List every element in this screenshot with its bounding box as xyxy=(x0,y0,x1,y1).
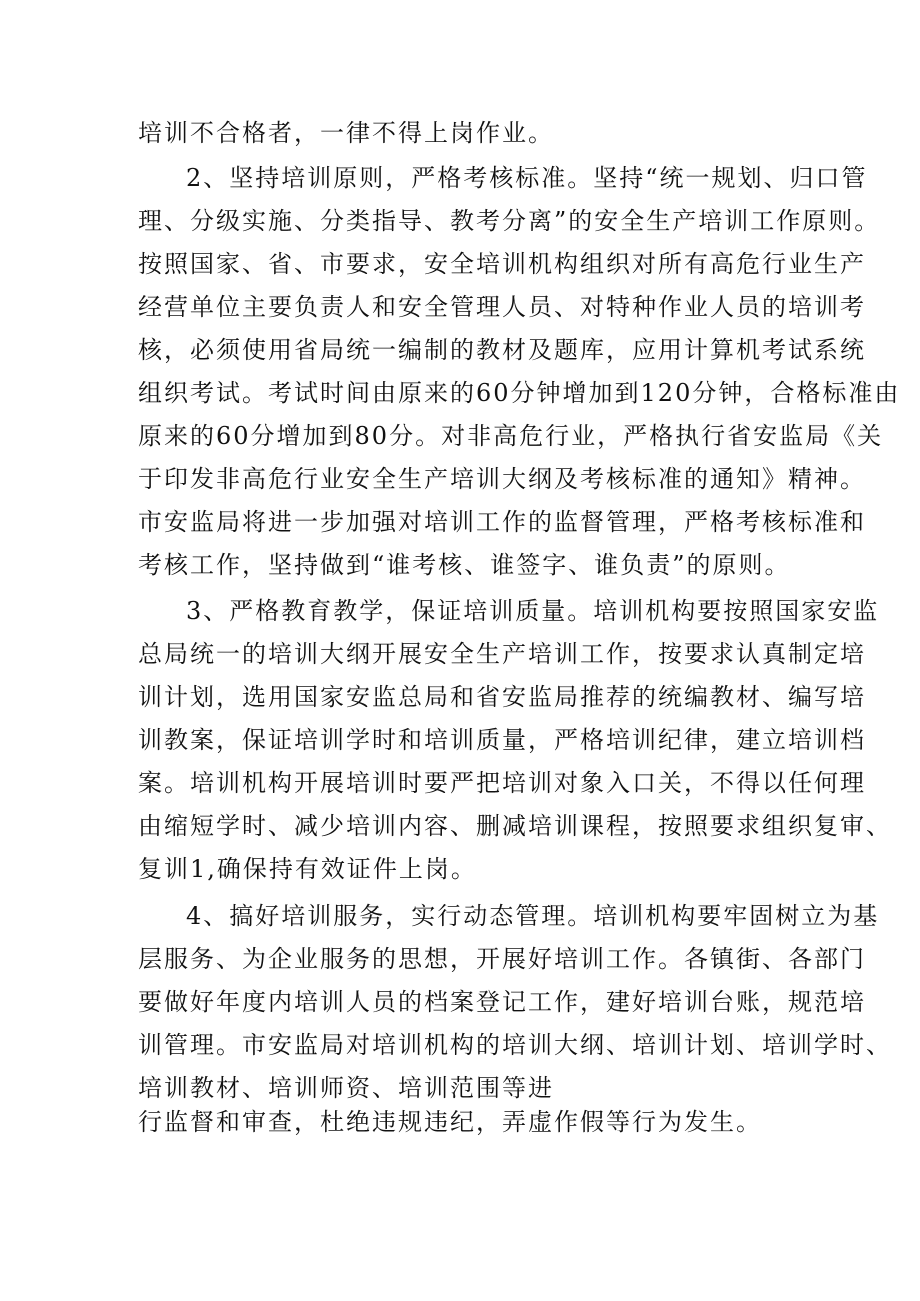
text-line: 核，必须使用省局统一编制的教材及题库，应用计算机考试系统 xyxy=(138,336,866,364)
text-line: 要做好年度内培训人员的档案登记工作，建好培训台账，规范培 xyxy=(138,988,866,1016)
text-line: 复训1,确保持有效证件上岗。 xyxy=(138,855,477,883)
text-line: 由缩短学时、减少培训内容、删减培训课程，按照要求组织复审、 xyxy=(138,812,892,840)
text-line: 经营单位主要负责人和安全管理人员、对特种作业人员的培训考 xyxy=(138,293,866,321)
text-line: 培训不合格者，一律不得上岗作业。 xyxy=(138,119,554,147)
text-line: 培训教材、培训师资、培训范围等进 xyxy=(138,1074,554,1102)
text-line: 理、分级实施、分类指导、教考分离”的安全生产培训工作原则。 xyxy=(138,207,881,235)
text-line: 组织考试。考试时间由原来的60分钟增加到120分钟，合格标准由 xyxy=(138,379,901,407)
text-line: 训计划，选用国家安监总局和省安监局推荐的统编教材、编写培 xyxy=(138,683,866,711)
text-line: 于印发非高危行业安全生产培训大纲及考核标准的通知》精神。 xyxy=(138,465,866,493)
text-line: 案。培训机构开展培训时要严把培训对象入口关，不得以任何理 xyxy=(138,769,866,797)
paragraph-4-start: 4、搞好培训服务，实行动态管理。培训机构要牢固树立为基 xyxy=(186,902,880,930)
text-line: 市安监局将进一步加强对培训工作的监督管理，严格考核标准和 xyxy=(138,508,866,536)
paragraph-3-start: 3、严格教育教学，保证培训质量。培训机构要按照国家安监 xyxy=(186,597,880,625)
text-line: 训管理。市安监局对培训机构的培训大纲、培训计划、培训学时、 xyxy=(138,1031,892,1059)
text-line: 层服务、为企业服务的思想，开展好培训工作。各镇街、各部门 xyxy=(138,945,866,973)
text-line: 原来的60分增加到80分。对非高危行业，严格执行省安监局《关 xyxy=(138,422,884,450)
text-line: 按照国家、省、市要求，安全培训机构组织对所有高危行业生产 xyxy=(138,250,866,278)
text-line: 总局统一的培训大纲开展安全生产培训工作，按要求认真制定培 xyxy=(138,640,866,668)
text-line: 行监督和审查，杜绝违规违纪，弄虚作假等行为发生。 xyxy=(138,1108,762,1136)
text-line: 考核工作，坚持做到“谁考核、谁签字、谁负责”的原则。 xyxy=(138,551,791,579)
paragraph-2-start: 2、坚持培训原则，严格考核标准。坚持“统一规划、归口管 xyxy=(186,164,868,192)
text-line: 训教案，保证培训学时和培训质量，严格培训纪律，建立培训档 xyxy=(138,726,866,754)
